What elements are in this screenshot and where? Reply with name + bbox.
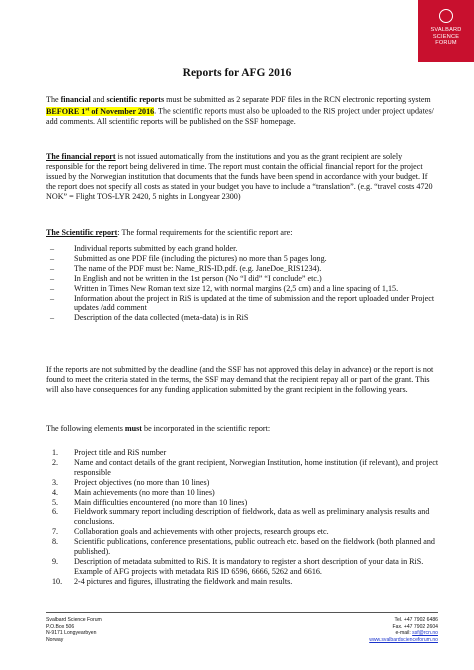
footer-fax: Fax. +47 7902 2604 xyxy=(392,623,438,630)
list-item xyxy=(46,557,440,577)
list-item-text: Project title and RiS number xyxy=(74,448,167,457)
list-item-text: Description of metadata submitted to RiS. It is mandatory to register a short description of your data in RiS. Example of AFG projects with metadata RiS ID 6596, 6666, 5262 and 6616. xyxy=(74,556,424,576)
item-number: 3. xyxy=(52,477,59,487)
footer-city: N-9171 Longyearbyen xyxy=(46,630,97,636)
scientific-report-text: : The formal requirements for the scientific report are: xyxy=(117,228,293,237)
list-item-text: Individual reports submitted by each grand holder. xyxy=(74,244,238,253)
list-item xyxy=(46,244,440,254)
list-item xyxy=(46,498,440,508)
list-item xyxy=(46,448,440,458)
dash-bullet: – xyxy=(50,273,55,283)
footer-po-box: P.O.Box 506 xyxy=(46,623,75,630)
footer-phone: Tel. +47 7902 6486 xyxy=(394,617,438,623)
elements-intro-text: be incorporated in the scientific report: xyxy=(142,424,271,433)
list-item-text: Information about the project in RiS is updated at the time of submission and the report uploaded under Project updates /add comment xyxy=(74,293,435,313)
elements-intro-text: The following elements xyxy=(46,424,125,433)
list-item xyxy=(46,254,440,264)
list-item xyxy=(46,458,440,478)
list-item-text: Name and contact details of the grant recipient, Norwegian Institution, home institution (if relevant), and project responsible xyxy=(74,457,439,477)
list-item-text: Written in Times New Roman text size 12, with normal margins (2,5 cm) and a line spacing of 1,15. xyxy=(74,283,399,293)
item-number: 6. xyxy=(52,507,59,517)
list-item-text: Main difficulties encountered (no more than 10 lines) xyxy=(74,497,248,507)
financial-report-heading: The financial report xyxy=(46,152,116,161)
list-item xyxy=(46,313,440,323)
item-number: 10. xyxy=(52,576,63,586)
dash-bullet: – xyxy=(50,263,55,273)
page-footer xyxy=(46,612,438,643)
list-item xyxy=(46,274,440,284)
list-item-text: The name of the PDF must be: Name_RIS-ID.pdf. (e.g. JaneDoe_RIS1234). xyxy=(74,263,322,273)
list-item xyxy=(46,284,440,294)
intro-financial-term: financial xyxy=(60,95,91,104)
financial-report-paragraph xyxy=(46,152,438,202)
dash-bullet: – xyxy=(50,253,55,263)
intro-paragraph xyxy=(46,95,438,126)
item-number: 2. xyxy=(52,457,59,467)
intro-text: and xyxy=(90,95,107,104)
deadline-text: of November 2016 xyxy=(89,106,155,116)
scientific-report-heading: The Scientific report xyxy=(46,228,118,237)
footer-org-name: Svalbard Science Forum xyxy=(46,617,102,623)
item-number: 4. xyxy=(52,487,59,497)
scientific-report-intro xyxy=(46,228,438,238)
list-item xyxy=(46,478,440,488)
list-item xyxy=(46,577,440,587)
logo-text-line: SVALBARD xyxy=(430,27,462,33)
list-item-text: 2-4 pictures and figures, illustrating the fieldwork and main results. xyxy=(74,576,293,586)
ssf-logo xyxy=(418,0,474,62)
page-title: Reports for AFG 2016 xyxy=(182,67,292,79)
item-number: 5. xyxy=(52,497,59,507)
logo-text-line: FORUM xyxy=(435,40,457,47)
deadline-highlight xyxy=(46,107,154,116)
elements-intro xyxy=(46,424,438,434)
list-item xyxy=(46,264,440,274)
dash-bullet: – xyxy=(50,244,55,253)
list-item-text: Main achievements (no more than 10 lines) xyxy=(74,487,215,497)
intro-text: must be submitted as 2 separate PDF files in the RCN electronic reporting system xyxy=(164,95,431,104)
list-item xyxy=(46,507,440,527)
deadline-ordinal: st xyxy=(85,105,90,112)
intro-text: . The scientific reports must also be uploaded to the RiS project under project updates/ add comments. All scientific reports will be published on the SSF homepage. xyxy=(46,106,434,126)
item-number: 7. xyxy=(52,527,59,537)
elements-intro-emphasis: must xyxy=(124,424,142,433)
intro-scientific-term: scientific reports xyxy=(106,95,165,104)
list-item-text: Fieldwork summary report including description of fieldwork, data as well as preliminary analysis results and conclusions. xyxy=(74,507,430,527)
requirements-list xyxy=(46,244,440,323)
footer-address xyxy=(46,617,102,643)
list-item-text: Submitted as one PDF file (including the pictures) no more than 5 pages long. xyxy=(74,253,327,263)
list-item xyxy=(46,488,440,498)
list-item xyxy=(46,537,440,557)
footer-contact xyxy=(369,617,438,643)
required-elements-list xyxy=(46,448,440,587)
dash-bullet: – xyxy=(50,313,55,323)
footer-email-link[interactable]: ssf@rcn.no xyxy=(412,630,438,636)
dash-bullet: – xyxy=(50,283,55,293)
deadline-text: BEFORE 1 xyxy=(46,106,86,116)
footer-website-link[interactable]: www.svalbardscienceforum.no xyxy=(369,636,438,643)
list-item xyxy=(46,294,440,314)
list-item-text: Collaboration goals and achievements with other projects, research groups etc. xyxy=(74,527,329,537)
dash-bullet: – xyxy=(50,293,55,303)
list-item-text: Description of the data collected (meta-data) is in RiS xyxy=(74,313,249,323)
footer-email-label: e-mail: xyxy=(395,630,413,636)
item-number: 8. xyxy=(52,537,59,547)
logo-emblem-icon xyxy=(439,9,453,23)
list-item-text: Scientific publications, conference presentations, public outreach etc. based on the fieldwork (both planned and published). xyxy=(74,537,435,557)
list-item xyxy=(46,527,440,537)
list-item-text: In English and not be written in the 1st person (No “I did” “I conclude” etc.) xyxy=(74,273,322,283)
intro-text: The xyxy=(46,95,61,104)
item-number: 9. xyxy=(52,556,59,566)
logo-text-line: SCIENCE xyxy=(432,33,460,40)
list-item-text: Project objectives (no more than 10 lines) xyxy=(74,477,210,487)
financial-report-text: is not issued automatically from the institutions and you as the grant recipient are solely responsible for the report being delivered in time. The report must contain the official financial report for the project issued by the Norwegian institution that documents that the funds have been spend in accordance with your budget. If the report does not specify all costs as stated in your budget you have to include a “translation”. (e.g. “travel costs 4720 NOK” = Flight TOS-LYR 2420, 5 nights in Longyear 2300) xyxy=(46,152,433,201)
item-number: 1. xyxy=(52,448,59,457)
penalty-paragraph: If the reports are not submitted by the deadline (and the SSF has not approved this delay in advance) or the report is not found to meet the criteria stated in the terms, the SSF may demand that the recipient repay all or part of the grant. This will also have consequences for any funding application submitted by the grant recipient in the following years. xyxy=(46,365,434,394)
footer-country: Norway xyxy=(46,636,64,643)
